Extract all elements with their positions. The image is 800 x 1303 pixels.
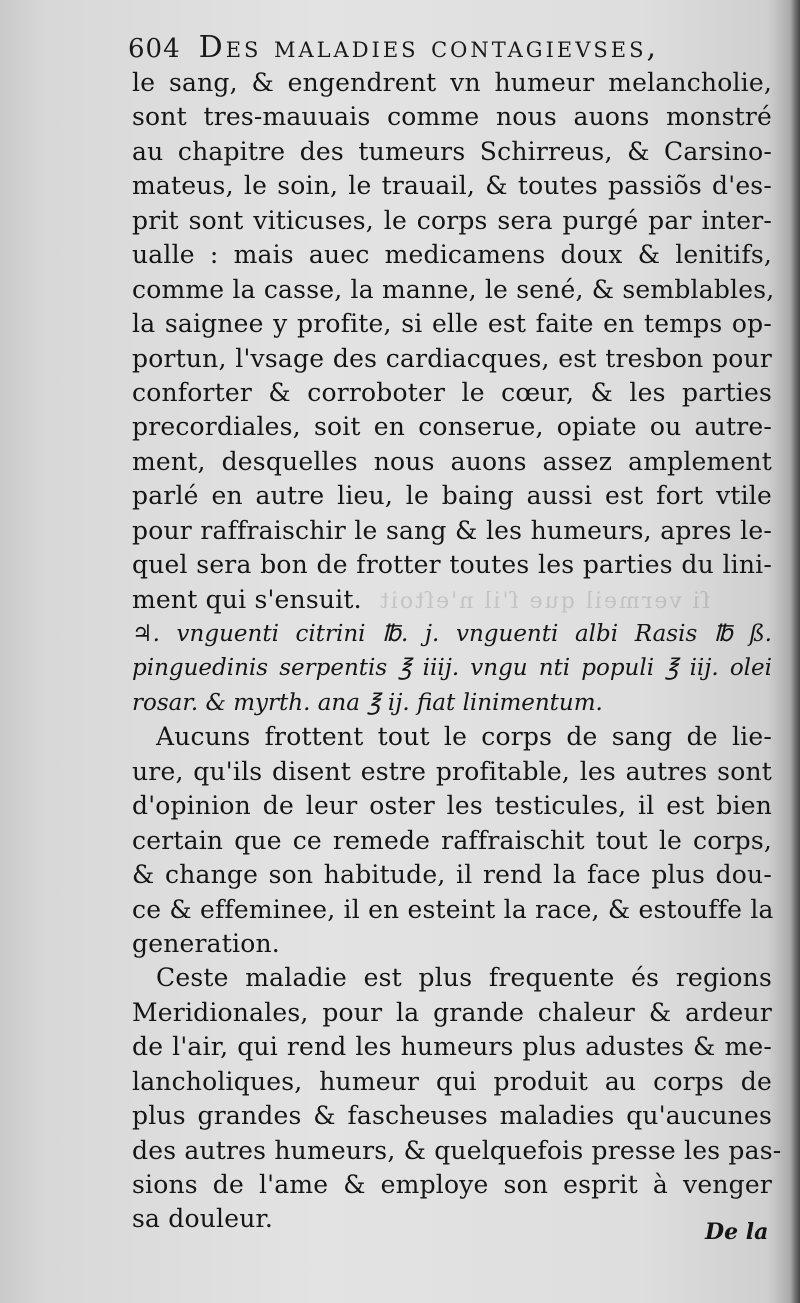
text-line: lancholiques, humeur qui produit au corps de bbox=[132, 1066, 772, 1096]
text-line: de l'air, qui rend les humeurs plus adustes & me- bbox=[132, 1032, 772, 1062]
text-line: sa douleur. bbox=[132, 1204, 274, 1234]
text-line: mateus, le soin, le trauail, & toutes passiõs d'es- bbox=[132, 171, 772, 201]
text-line: d'opinion de leur oster les testicules, il est bien bbox=[132, 791, 772, 821]
recipe-line: pinguedinis serpentis ℥ iiij. vngu nti populi ℥ iij. olei bbox=[132, 655, 772, 682]
text-line: portun, l'vsage des cardiacques, est tresbon pour bbox=[132, 343, 772, 373]
text-line: plus grandes & fascheuses maladies qu'aucunes bbox=[132, 1101, 772, 1131]
recipe-line: rosar. & myrth. ana ℥ ij. fiat linimentum. bbox=[132, 689, 603, 716]
text-line: pour raffraischir le sang & les humeurs, apres le- bbox=[132, 515, 772, 545]
text-line: precordiales, soit en conserue, opiate ou autre- bbox=[132, 412, 772, 442]
text-line bbox=[132, 583, 772, 617]
text-line: quel sera bon de frotter toutes les parties du lini- bbox=[132, 550, 772, 580]
text-line: la saignee y profite, si elle est faite en temps op- bbox=[132, 309, 772, 339]
text-line-content: ment qui s'ensuit. bbox=[132, 584, 362, 614]
text-line: ment, desquelles nous auons assez amplement bbox=[132, 446, 772, 476]
text-line: parlé en autre lieu, le baing aussi est fort vtile bbox=[132, 481, 772, 511]
text-line: Ceste maladie est plus frequente és regions bbox=[156, 963, 772, 993]
bleed-through-text: ſi vermeil que ſ'il n'eſtoit bbox=[377, 588, 710, 614]
text-line: ualle : mais auec medicamens doux & lenitifs, bbox=[132, 240, 772, 270]
text-line: prit sont viticuses, le corps sera purgé par inter- bbox=[132, 205, 772, 235]
text-line: generation. bbox=[132, 928, 280, 958]
page-header bbox=[128, 30, 728, 70]
text-line: Aucuns frottent tout le corps de sang de lie- bbox=[156, 722, 772, 752]
text-block bbox=[132, 66, 782, 1237]
text-line: & change son habitude, il rend la face plus dou- bbox=[132, 860, 772, 890]
text-line: des autres humeurs, & quelquefois presse les pas- bbox=[132, 1135, 782, 1165]
text-line: ce & effeminee, il en esteint la race, & estouffe la bbox=[132, 894, 774, 924]
running-title: Des maladies contagievses, bbox=[198, 30, 659, 65]
text-line: sont tres-mauuais comme nous auons monstré bbox=[132, 102, 772, 132]
text-line: le sang, & engendrent vn humeur melancholie, bbox=[132, 68, 772, 97]
text-line: certain que ce remede raffraischit tout le corps, bbox=[132, 825, 772, 855]
text-line: Meridionales, pour la grande chaleur & ardeur bbox=[132, 997, 772, 1027]
text-line: comme la casse, la manne, le sené, & semblables, bbox=[132, 274, 775, 304]
text-line: sions de l'ame & employe son esprit à venger bbox=[132, 1170, 772, 1199]
page-number: 604 bbox=[128, 34, 181, 64]
text-line: ure, qu'ils disent estre profitable, les autres sont bbox=[132, 756, 772, 786]
text-line: au chapitre des tumeurs Schirreus, & Carsino- bbox=[132, 136, 772, 166]
gutter-shadow bbox=[790, 0, 800, 1303]
recipe-line: ♃. vnguenti citrini ℔. j. vnguenti albi Rasis ℔ ß. bbox=[132, 621, 772, 647]
catchword: De la bbox=[705, 1219, 769, 1245]
text-line: conforter & corroboter le cœur, & les parties bbox=[132, 377, 772, 407]
